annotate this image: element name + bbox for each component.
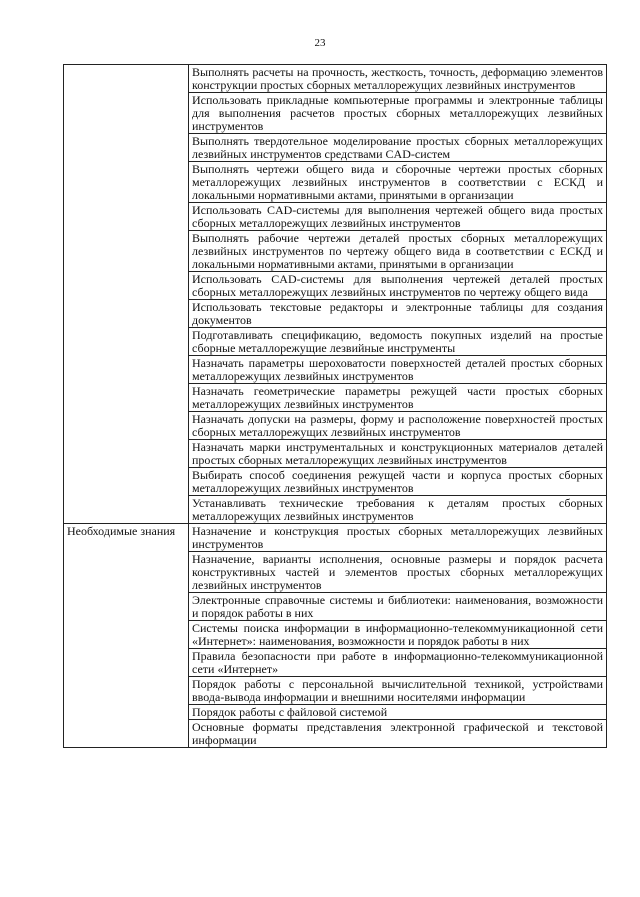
skill-item: Назначать параметры шероховатости поверхностей деталей простых сборных металлорежущих лезвийных инструментов (189, 356, 607, 384)
skill-item: Выполнять расчеты на прочность, жесткость, точность, деформацию элементов конструкции простых сборных металлорежущих лезвийных инструментов (189, 65, 607, 93)
requirements-table (63, 64, 607, 748)
skill-item: Выполнять рабочие чертежи деталей простых сборных металлорежущих лезвийных инструментов по чертежу общего вида в соответствии с ЕСКД и локальными нормативными актами, принятыми в организации (189, 231, 607, 272)
knowledge-item: Порядок работы с файловой системой (189, 705, 607, 720)
skills-label-cell (64, 65, 189, 524)
table-row (64, 524, 607, 552)
knowledge-item: Порядок работы с персональной вычислительной техникой, устройствами ввода-вывода информации и внешними носителями информации (189, 677, 607, 705)
knowledge-label: Необходимые знания (64, 524, 189, 748)
skill-item: Использовать CAD-системы для выполнения чертежей общего вида простых сборных металлорежущих лезвийных инструментов (189, 203, 607, 231)
skill-item: Устанавливать технические требования к деталям простых сборных металлорежущих лезвийных инструментов (189, 496, 607, 524)
knowledge-item: Системы поиска информации в информационно-телекоммуникационной сети «Интернет»: наименования, возможности и порядок работы в них (189, 621, 607, 649)
skill-item: Использовать прикладные компьютерные программы и электронные таблицы для выполнения расчетов простых сборных металлорежущих лезвийных инструментов (189, 93, 607, 134)
knowledge-item: Назначение, варианты исполнения, основные размеры и порядок расчета конструктивных частей и элементов простых сборных металлорежущих лезвийных инструментов (189, 552, 607, 593)
skill-item: Назначать марки инструментальных и конструкционных материалов деталей простых сборных металлорежущих лезвийных инструментов (189, 440, 607, 468)
knowledge-item: Основные форматы представления электронной графической и текстовой информации (189, 720, 607, 748)
skill-item: Назначать геометрические параметры режущей части простых сборных металлорежущих лезвийных инструментов (189, 384, 607, 412)
skill-item: Подготавливать спецификацию, ведомость покупных изделий на простые сборные металлорежущие лезвийные инструменты (189, 328, 607, 356)
skill-item: Выполнять чертежи общего вида и сборочные чертежи простых сборных металлорежущих лезвийных инструментов в соответствии с ЕСКД и локальными нормативными актами, принятыми в организации (189, 162, 607, 203)
knowledge-item: Правила безопасности при работе в информационно-телекоммуникационной сети «Интернет» (189, 649, 607, 677)
knowledge-item: Назначение и конструкция простых сборных металлорежущих лезвийных инструментов (189, 524, 607, 552)
skill-item: Использовать CAD-системы для выполнения чертежей деталей простых сборных металлорежущих лезвийных инструментов по чертежу общего вида (189, 272, 607, 300)
page-number: 23 (314, 37, 326, 49)
knowledge-item: Электронные справочные системы и библиотеки: наименования, возможности и порядок работы в них (189, 593, 607, 621)
skill-item: Выбирать способ соединения режущей части и корпуса простых сборных металлорежущих лезвийных инструментов (189, 468, 607, 496)
table-row (64, 65, 607, 93)
skill-item: Использовать текстовые редакторы и электронные таблицы для создания документов (189, 300, 607, 328)
skill-item: Выполнять твердотельное моделирование простых сборных металлорежущих лезвийных инструментов средствами CAD-систем (189, 134, 607, 162)
skill-item: Назначать допуски на размеры, форму и расположение поверхностей простых сборных металлорежущих лезвийных инструментов (189, 412, 607, 440)
